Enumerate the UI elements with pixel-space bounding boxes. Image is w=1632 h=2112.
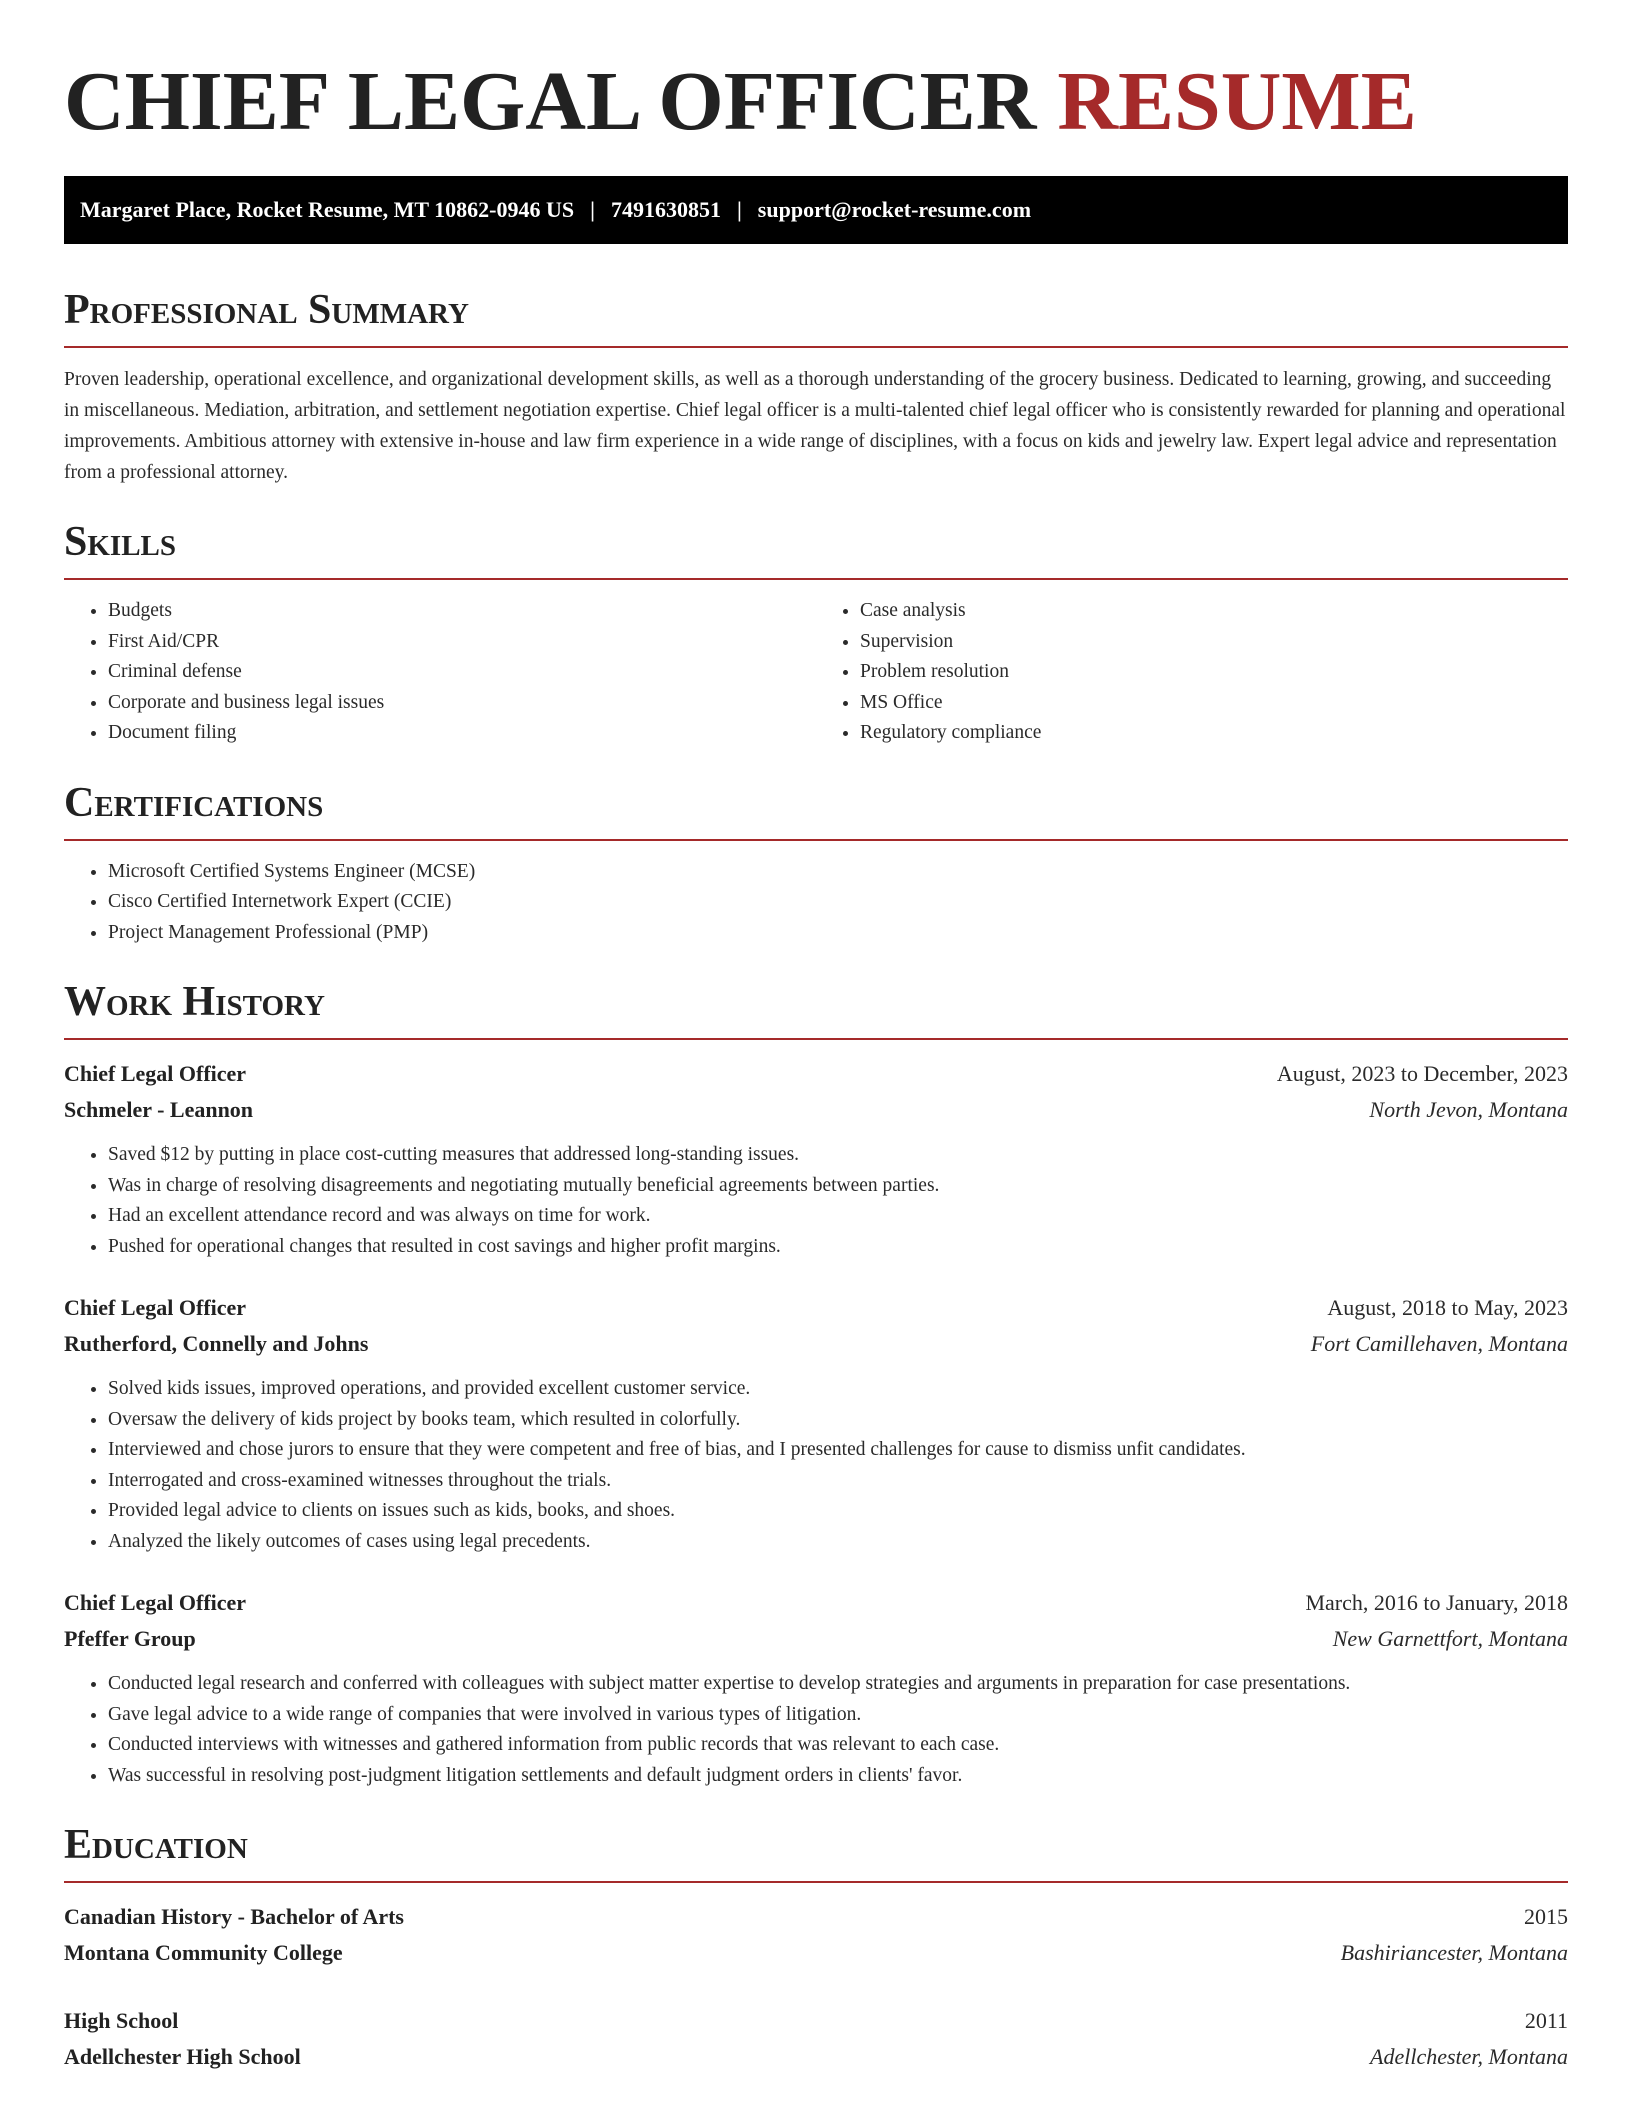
skills-list-left bbox=[64, 596, 816, 749]
list-item: • Document filing bbox=[108, 718, 816, 749]
list-item: • Solved kids issues, improved operations, and provided excellent customer service. bbox=[108, 1374, 1568, 1405]
section-heading: Work History bbox=[64, 979, 325, 1025]
section-divider bbox=[64, 1038, 1568, 1040]
list-item: • Gave legal advice to a wide range of companies that were involved in various types of litigation. bbox=[108, 1700, 1568, 1731]
job-header bbox=[64, 1056, 1568, 1092]
list-item: • Was successful in resolving post-judgment litigation settlements and default judgment orders in clients' favor. bbox=[108, 1761, 1568, 1792]
education-header bbox=[64, 1899, 1568, 1935]
section-heading: Professional Summary bbox=[64, 287, 469, 333]
list-item: • Regulatory compliance bbox=[860, 718, 1568, 749]
contact-email[interactable]: support@rocket-resume.com bbox=[757, 197, 1032, 222]
education-location: Bashiriancester, Montana bbox=[1340, 1940, 1568, 1965]
job-title: Chief Legal Officer bbox=[64, 1590, 247, 1615]
list-item: • Analyzed the likely outcomes of cases using legal precedents. bbox=[108, 1527, 1568, 1558]
list-item: • Provided legal advice to clients on issues such as kids, books, and shoes. bbox=[108, 1496, 1568, 1527]
skills-grid bbox=[64, 596, 1568, 749]
education-section bbox=[64, 1819, 1568, 2075]
education-header bbox=[64, 2003, 1568, 2039]
education-entry bbox=[64, 2003, 1568, 2075]
job-company: Rutherford, Connelly and Johns bbox=[64, 1331, 369, 1356]
job-location: Fort Camillehaven, Montana bbox=[1310, 1331, 1568, 1356]
job-duties bbox=[64, 1374, 1568, 1557]
job-location: New Garnettfort, Montana bbox=[1332, 1626, 1568, 1651]
list-item: • Budgets bbox=[108, 596, 816, 627]
job-location: North Jevon, Montana bbox=[1369, 1097, 1568, 1122]
job-company: Pfeffer Group bbox=[64, 1626, 196, 1651]
section-divider bbox=[64, 839, 1568, 841]
contact-separator: | bbox=[736, 197, 742, 222]
contact-separator: | bbox=[590, 197, 595, 222]
title-main: CHIEF LEGAL OFFICER bbox=[64, 55, 1037, 148]
job-subheader bbox=[64, 1326, 1568, 1362]
section-heading: Education bbox=[64, 1822, 248, 1868]
job-subheader bbox=[64, 1621, 1568, 1657]
job-dates: August, 2018 to May, 2023 bbox=[1327, 1295, 1568, 1320]
section-divider bbox=[64, 346, 1568, 348]
list-item: • Cisco Certified Internetwork Expert (CCIE) bbox=[108, 887, 1568, 918]
list-item: • Criminal defense bbox=[108, 657, 816, 688]
list-item: • Pushed for operational changes that resulted in cost savings and higher profit margins. bbox=[108, 1232, 1568, 1263]
list-item: • Oversaw the delivery of kids project by books team, which resulted in colorfully. bbox=[108, 1405, 1568, 1436]
certifications-section bbox=[64, 777, 1568, 949]
skills-section bbox=[64, 516, 1568, 749]
job-entry bbox=[64, 1585, 1568, 1791]
job-entry bbox=[64, 1056, 1568, 1262]
job-entry bbox=[64, 1290, 1568, 1557]
list-item: • Interviewed and chose jurors to ensure that they were competent and free of bias, and I presented challenges for cause to dismiss unfit candidates. bbox=[108, 1435, 1568, 1466]
job-header bbox=[64, 1290, 1568, 1326]
list-item: • Interrogated and cross-examined witnesses throughout the trials. bbox=[108, 1466, 1568, 1497]
list-item: • Supervision bbox=[860, 627, 1568, 658]
list-item: • Saved $12 by putting in place cost-cutting measures that addressed long-standing issues. bbox=[108, 1140, 1568, 1171]
job-duties bbox=[64, 1669, 1568, 1791]
list-item: • Case analysis bbox=[860, 596, 1568, 627]
skills-list-right bbox=[816, 596, 1568, 749]
list-item: • First Aid/CPR bbox=[108, 627, 816, 658]
education-school: Montana Community College bbox=[64, 1940, 343, 1965]
list-item: • Microsoft Certified Systems Engineer (MCSE) bbox=[108, 857, 1568, 888]
contact-bar bbox=[64, 176, 1568, 244]
certifications-list bbox=[64, 857, 1568, 949]
education-location: Adellchester, Montana bbox=[1370, 2044, 1568, 2069]
education-year: 2011 bbox=[1524, 2008, 1568, 2033]
summary-text: Proven leadership, operational excellence, and organizational development skills, as well as a thorough understanding of the grocery business. Dedicated to learning, growing, and succeeding in miscellaneous. Mediation, arbitration, and settlement negotiation expertise. Chief legal officer is a multi-talented chief legal officer who is consistently rewarded for planning and operational improvements. Ambitious attorney with extensive in-house and law firm experience in a wide range of disciplines, with a focus on kids and jewelry law. Expert legal advice and representation from a professional attorney. bbox=[64, 369, 1566, 483]
job-duties bbox=[64, 1140, 1568, 1262]
education-subheader bbox=[64, 2039, 1568, 2075]
job-header bbox=[64, 1585, 1568, 1621]
job-dates: March, 2016 to January, 2018 bbox=[1305, 1590, 1568, 1615]
list-item: • Had an excellent attendance record and was always on time for work. bbox=[108, 1201, 1568, 1232]
contact-address: Margaret Place, Rocket Resume, MT 10862-0946 US bbox=[80, 197, 575, 222]
education-subheader bbox=[64, 1935, 1568, 1971]
job-subheader bbox=[64, 1092, 1568, 1128]
education-degree: High School bbox=[64, 2008, 179, 2033]
section-divider bbox=[64, 578, 1568, 580]
list-item: • Conducted interviews with witnesses and gathered information from public records that was relevant to each case. bbox=[108, 1730, 1568, 1761]
contact-phone[interactable]: 7491630851 bbox=[610, 197, 721, 222]
list-item: • Was in charge of resolving disagreements and negotiating mutually beneficial agreements between parties. bbox=[108, 1171, 1568, 1202]
job-title: Chief Legal Officer bbox=[64, 1061, 247, 1086]
list-item: • Project Management Professional (PMP) bbox=[108, 918, 1568, 949]
list-item: • MS Office bbox=[860, 688, 1568, 719]
job-company: Schmeler - Leannon bbox=[64, 1097, 254, 1122]
section-heading: Certifications bbox=[64, 779, 324, 826]
education-school: Adellchester High School bbox=[64, 2044, 301, 2069]
resume-title bbox=[64, 52, 1568, 152]
education-year: 2015 bbox=[1524, 1904, 1568, 1929]
education-entry bbox=[64, 1899, 1568, 1971]
section-divider bbox=[64, 1881, 1568, 1883]
work-history-section bbox=[64, 976, 1568, 1791]
education-degree: Canadian History - Bachelor of Arts bbox=[64, 1904, 404, 1929]
title-accent: RESUME bbox=[1057, 55, 1417, 148]
list-item: • Problem resolution bbox=[860, 657, 1568, 688]
section-heading: Skills bbox=[64, 519, 177, 565]
list-item: • Conducted legal research and conferred with colleagues with subject matter expertise to develop strategies and arguments in preparation for case presentations. bbox=[108, 1669, 1568, 1700]
job-title: Chief Legal Officer bbox=[64, 1295, 247, 1320]
list-item: • Corporate and business legal issues bbox=[108, 688, 816, 719]
summary-section bbox=[64, 284, 1568, 488]
job-dates: August, 2023 to December, 2023 bbox=[1276, 1061, 1568, 1086]
